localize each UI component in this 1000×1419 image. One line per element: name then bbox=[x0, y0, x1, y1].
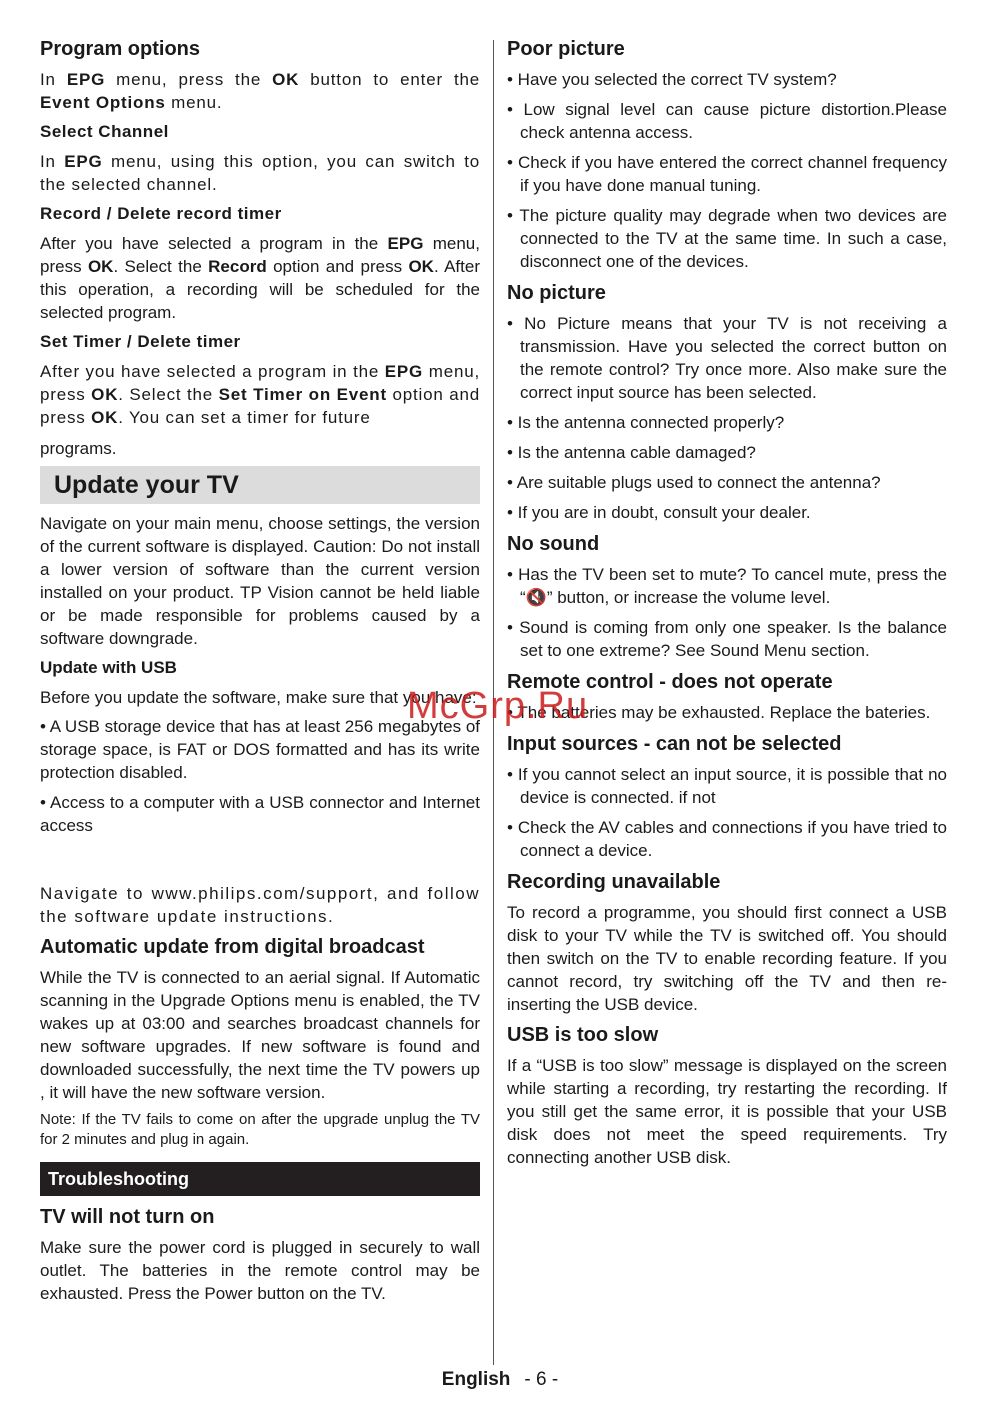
watermark: McGrp.Ru bbox=[407, 685, 589, 727]
list-item: • Low signal level can cause picture distortion.Please check antenna access. bbox=[507, 100, 947, 142]
remote-control-title: Remote control - does not operate bbox=[507, 671, 833, 693]
update-usb-list bbox=[40, 715, 480, 837]
poor-picture-list bbox=[507, 68, 947, 273]
list-item: • Are suitable plugs used to connect the antenna? bbox=[507, 473, 881, 492]
troubleshooting-heading: Troubleshooting bbox=[40, 1162, 480, 1196]
recording-unavailable-text: To record a programme, you should first connect a USB disk to your TV while the TV is switched off. You should then switch on the TV to enable recording feature. If you cannot record, try switching off the TV and then re-inserting the USB device. bbox=[507, 903, 947, 1014]
update-usb-intro: Before you update the software, make sure that you have: bbox=[40, 688, 477, 707]
no-picture-list bbox=[507, 312, 947, 524]
input-sources-list bbox=[507, 763, 947, 862]
update-your-tv-heading: Update your TV bbox=[40, 466, 480, 504]
no-picture-title: No picture bbox=[507, 282, 606, 304]
update-intro: Navigate on your main menu, choose settings, the version of the current software is displayed. Caution: Do not install a lower version of software than the current version installed on your product. TP Vision cannot be held liable or be made responsible for problems caused by a software downgrade. bbox=[40, 514, 480, 648]
set-timer-tail: programs. bbox=[40, 439, 117, 458]
no-sound-list bbox=[507, 563, 947, 662]
list-item: • A USB storage device that has at least 256 megabytes of storage space, is FAT or DOS formatted and has its write protection disabled. bbox=[40, 717, 480, 782]
page-number: - 6 - bbox=[524, 1369, 559, 1390]
list-item: • Has the TV been set to mute? To cancel mute, press the “🔇” button, or increase the volume level. bbox=[507, 565, 947, 607]
select-channel-text: In EPG menu, using this option, you can switch to the selected channel. bbox=[40, 152, 480, 194]
tv-not-on-text: Make sure the power cord is plugged in securely to wall outlet. The batteries in the remote control may be exhausted. Press the Power button on the TV. bbox=[40, 1238, 480, 1303]
list-item: • Access to a computer with a USB connector and Internet access bbox=[40, 793, 480, 835]
tv-not-on-title: TV will not turn on bbox=[40, 1206, 215, 1228]
set-timer-text: After you have selected a program in the EPG menu, press OK. Select the Set Timer on Event option and press OK. You can set a timer for future bbox=[40, 362, 480, 427]
list-item: • Is the antenna connected properly? bbox=[507, 413, 785, 432]
record-timer-text: After you have selected a program in the EPG menu, press OK. Select the Record option and press OK. After this operation, a recording will be scheduled for the selected program. bbox=[40, 234, 480, 322]
list-item: • Have you selected the correct TV system? bbox=[507, 70, 837, 89]
update-navigate-text: Navigate to www.philips.com/support, and follow the software update instructions. bbox=[40, 884, 480, 926]
footer-language: English bbox=[441, 1369, 511, 1390]
program-options-title: Program options bbox=[40, 38, 201, 60]
select-channel-title: Select Channel bbox=[40, 122, 169, 141]
program-options-intro: In EPG menu, press the OK button to enter the Event Options menu. bbox=[40, 70, 480, 112]
list-item: • Check if you have entered the correct channel frequency if you have done manual tuning. bbox=[507, 153, 947, 195]
page-footer bbox=[0, 1369, 1000, 1391]
recording-unavailable-title: Recording unavailable bbox=[507, 871, 721, 893]
usb-too-slow-title: USB is too slow bbox=[507, 1024, 659, 1046]
list-item: • Check the AV cables and connections if you have tried to connect a device. bbox=[507, 818, 947, 860]
right-column bbox=[507, 36, 947, 1175]
list-item: • If you cannot select an input source, it is possible that no device is connected. if not bbox=[507, 765, 947, 807]
auto-update-text: While the TV is connected to an aerial signal. If Automatic scanning in the Upgrade Options menu is enabled, the TV wakes up at 03:00 and searches broadcast channels for new software upgrades. If new software is found and downloaded successfully, the next time the TV powers up , it will have the new software version. bbox=[40, 968, 480, 1102]
auto-update-title: Automatic update from digital broadcast bbox=[40, 936, 425, 958]
poor-picture-title: Poor picture bbox=[507, 38, 625, 60]
update-note: Note: If the TV fails to come on after the upgrade unplug the TV for 2 minutes and plug in again. bbox=[40, 1111, 480, 1148]
list-item: • The batteries may be exhausted. Replace the bateries. bbox=[507, 703, 931, 722]
update-usb-title: Update with USB bbox=[40, 658, 177, 677]
set-timer-title: Set Timer / Delete timer bbox=[40, 332, 241, 351]
list-item: • The picture quality may degrade when two devices are connected to the TV at the same time. In such a case, disconnect one of the devices. bbox=[507, 206, 947, 271]
no-sound-title: No sound bbox=[507, 533, 600, 555]
left-column bbox=[40, 36, 480, 1311]
list-item: • Is the antenna cable damaged? bbox=[507, 443, 756, 462]
list-item: • Sound is coming from only one speaker. Is the balance set to one extreme? See Sound Menu section. bbox=[507, 618, 947, 660]
list-item: • No Picture means that your TV is not receiving a transmission. Have you selected the correct button on the remote control? Try once more. Also make sure the correct input source has been selected. bbox=[507, 314, 947, 402]
input-sources-title: Input sources - can not be selected bbox=[507, 733, 842, 755]
record-timer-title: Record / Delete record timer bbox=[40, 204, 282, 223]
usb-too-slow-text: If a “USB is too slow” message is displayed on the screen while starting a recording, try restarting the recording. If you still get the same error, it is possible that your USB disk does not meet the speed requirements. Try connecting another USB disk. bbox=[507, 1056, 947, 1167]
list-item: • If you are in doubt, consult your dealer. bbox=[507, 503, 811, 522]
